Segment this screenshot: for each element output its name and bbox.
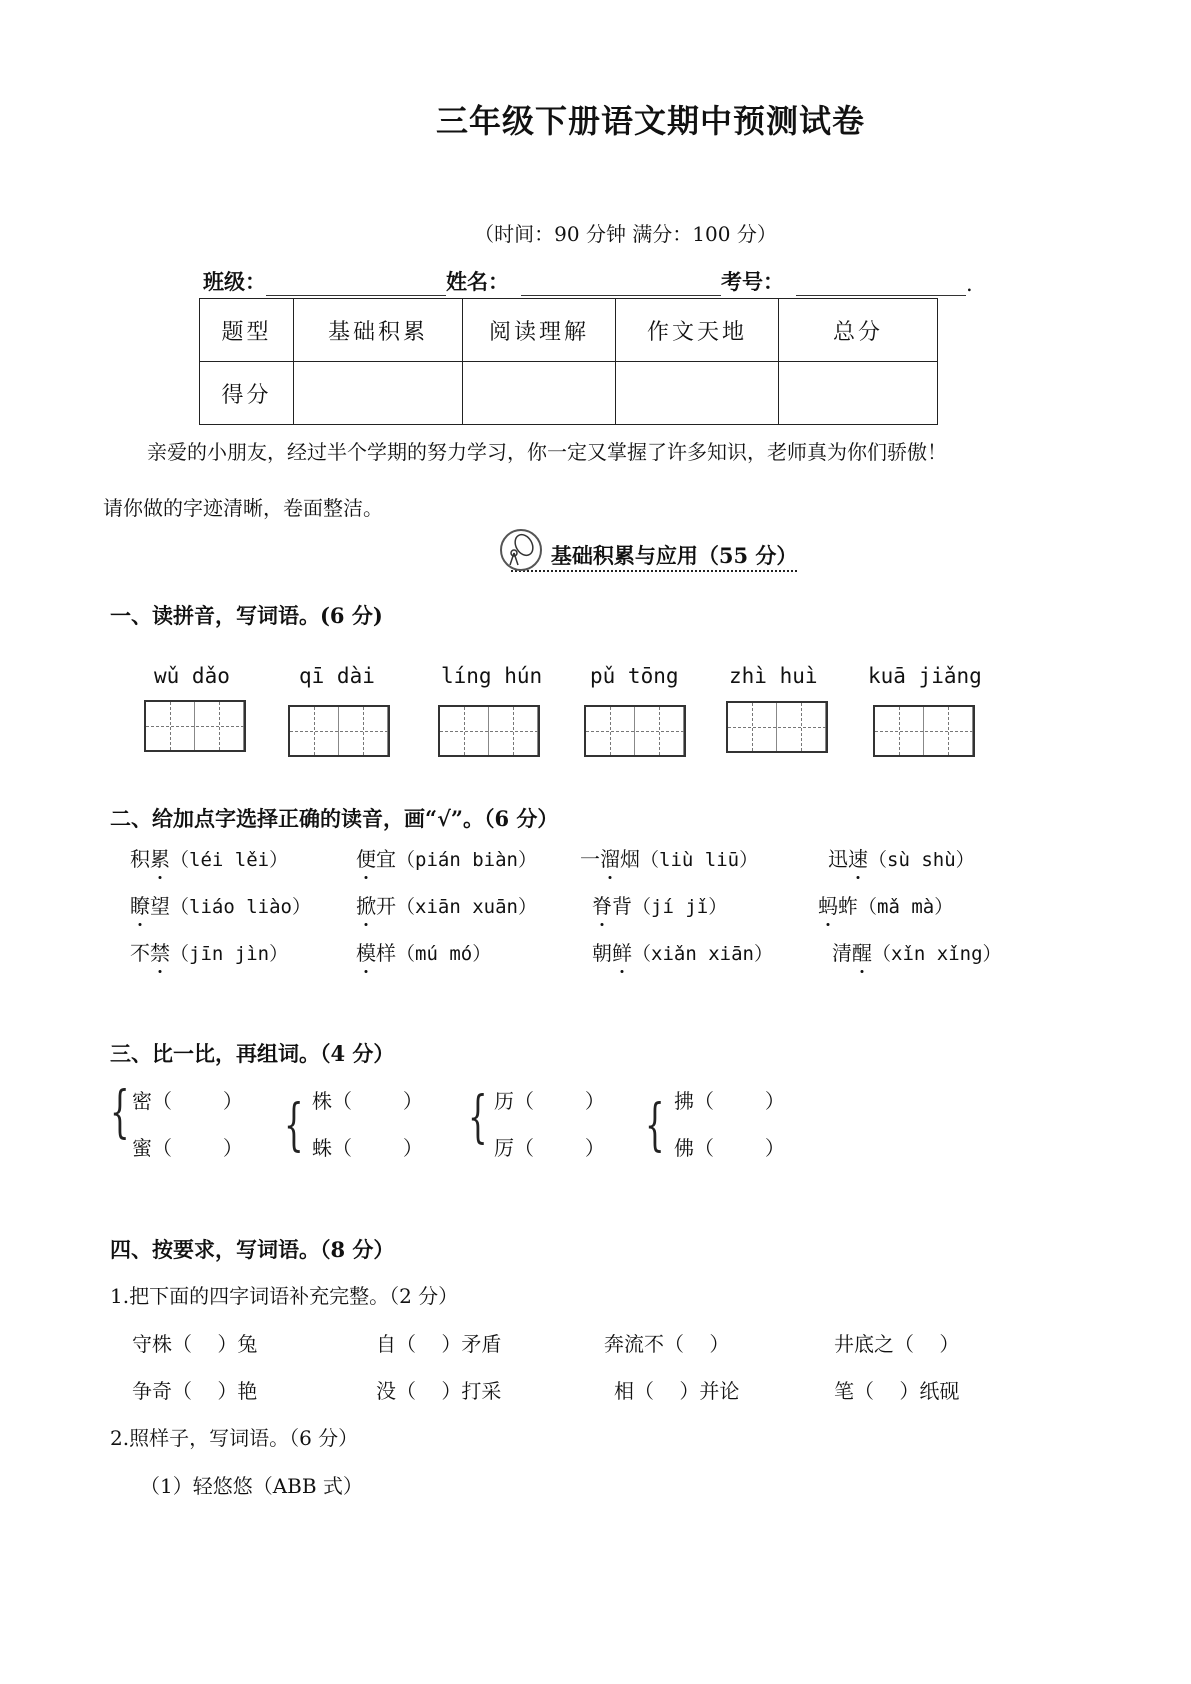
intro-line-2: 请你做的字迹清晰，卷面整洁。 [103,496,383,520]
pronunciation-item[interactable]: 瞭望（liáo liào） [130,890,311,919]
idiom-blank[interactable]: 守株（ ）兔 [132,1332,258,1356]
pronunciation-item[interactable]: 朝鲜（xiǎn xiān） [592,937,773,966]
compare-word[interactable]: 历（ ） [494,1089,605,1113]
writing-grid-3[interactable] [438,705,540,757]
pronunciation-item[interactable]: 便宜（pián biàn） [356,843,537,872]
question-4-title: 四、按要求，写词语。（8 分） [110,1237,395,1262]
compare-word[interactable]: 密（ ） [132,1089,243,1113]
score-cell[interactable] [616,362,779,425]
idiom-blank[interactable]: 争奇（ ）艳 [132,1379,258,1403]
pronunciation-item[interactable]: 一溜烟（liù liū） [580,843,758,872]
pronunciation-item[interactable]: 脊背（jí jǐ） [592,890,727,919]
writing-grid-4[interactable] [584,705,686,757]
pinyin-4: pǔ tōng [590,664,679,688]
exam-duration: （时间：90 分钟 满分：100 分） [474,222,777,246]
section-title: 基础积累与应用（55 分） [511,543,798,572]
pinyin-2: qī dài [299,664,375,688]
idiom-blank[interactable]: 自（ ）矛盾 [376,1332,502,1356]
score-table-score-row [200,362,938,425]
header-cell: 基础积累 [294,299,463,362]
header-cell: 阅读理解 [463,299,616,362]
question-2-title: 二、给加点字选择正确的读音，画“√”。（6 分） [110,806,559,831]
idiom-blank[interactable]: 没（ ）打采 [376,1379,502,1403]
brace-icon: { [284,1093,304,1158]
idiom-blank[interactable]: 井底之（ ） [834,1332,960,1356]
student-info-line: 班级： 姓名： 考号： . [203,266,973,296]
writing-grid-1[interactable] [144,700,246,752]
page-title: 三年级下册语文期中预测试卷 [435,102,865,140]
pronunciation-item[interactable]: 掀开（xiān xuān） [356,890,537,919]
compare-word[interactable]: 蜜（ ） [132,1136,243,1160]
compare-word[interactable]: 蛛（ ） [312,1136,423,1160]
header-cell: 总分 [779,299,938,362]
brace-icon: { [468,1085,488,1150]
intro-line-1: 亲爱的小朋友，经过半个学期的努力学习，你一定又掌握了许多知识，老师真为你们骄傲！ [147,440,947,464]
score-cell[interactable] [779,362,938,425]
pinyin-1: wǔ dǎo [154,664,230,688]
name-field[interactable] [521,273,721,296]
question-3-title: 三、比一比，再组词。（4 分） [110,1041,395,1066]
compare-word[interactable]: 拂（ ） [674,1089,785,1113]
pronunciation-item[interactable]: 模样（mú mó） [356,937,491,966]
pinyin-6: kuā jiǎng [868,664,982,688]
example-abb: （1）轻悠悠（ABB 式） [140,1474,363,1498]
brace-icon: { [110,1080,130,1145]
class-label: 班级： [203,269,266,294]
pronunciation-item[interactable]: 清醒（xǐn xǐng） [832,937,1002,966]
idiom-blank[interactable]: 相（ ）并论 [614,1379,740,1403]
pronunciation-item[interactable]: 迅速（sù shù） [828,843,975,872]
score-cell[interactable] [294,362,463,425]
writing-grid-5[interactable] [726,701,828,753]
question-4-sub-2: 2.照样子，写词语。（6 分） [110,1426,359,1450]
header-cell: 作文天地 [616,299,779,362]
section-heading [0,540,1191,570]
compare-word[interactable]: 厉（ ） [494,1136,605,1160]
pronunciation-item[interactable]: 蚂蚱（mǎ mà） [818,890,953,919]
pinyin-5: zhì huì [729,664,818,688]
score-cell[interactable] [463,362,616,425]
compare-word[interactable]: 佛（ ） [674,1136,785,1160]
pronunciation-item[interactable]: 不禁（jīn jìn） [130,937,288,966]
intro-text [103,424,1103,536]
pinyin-3: líng hún [441,664,543,688]
writing-grid-2[interactable] [288,705,390,757]
question-4-sub-1: 1.把下面的四字词语补充完整。（2 分） [110,1284,459,1308]
class-field[interactable] [266,273,446,296]
brace-icon: { [645,1093,665,1158]
exam-number-label: 考号： [721,269,784,294]
idiom-blank[interactable]: 笔（ ）纸砚 [834,1379,960,1403]
name-label: 姓名： [446,269,509,294]
idiom-blank[interactable]: 奔流不（ ） [604,1332,730,1356]
question-1-title: 一、读拼音，写词语。(6 分) [110,603,383,628]
pronunciation-item[interactable]: 积累（léi lěi） [130,843,288,872]
exam-number-field[interactable] [796,273,966,296]
writing-grid-6[interactable] [873,705,975,757]
row-label: 得分 [200,362,294,425]
score-table [199,298,938,425]
score-table-header-row [200,299,938,362]
compare-word[interactable]: 株（ ） [312,1089,423,1113]
header-cell: 题型 [200,299,294,362]
